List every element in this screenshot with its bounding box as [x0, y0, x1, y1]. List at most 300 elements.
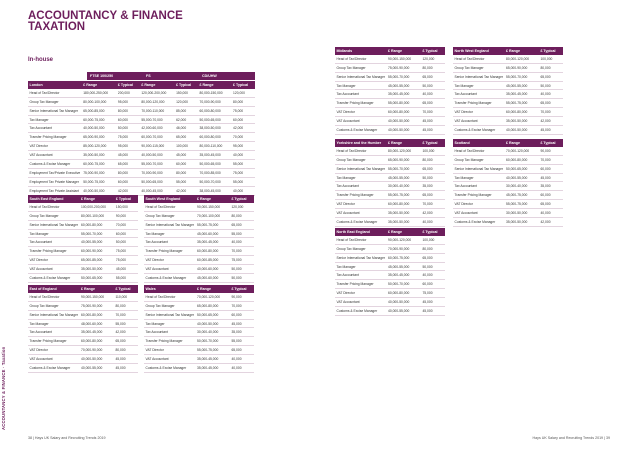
typical-cell: 80,000: [116, 168, 139, 177]
table-row: [453, 155, 563, 164]
table-row: [144, 319, 254, 328]
table-north-west: [453, 47, 563, 135]
typical-cell: £ Typical: [230, 195, 254, 203]
table-row: [335, 191, 445, 200]
range-cell: 48,000-60,000: [80, 319, 114, 328]
typical-cell: 45,000: [421, 298, 445, 307]
table-row: [28, 220, 138, 229]
typical-cell: 42,000: [175, 186, 198, 195]
range-cell: £ Range: [140, 81, 175, 89]
table-row: [453, 164, 563, 173]
role-cell: VAT Accountant: [28, 151, 82, 160]
role-cell: Customs & Excise Manager: [28, 160, 82, 169]
table-row: [28, 133, 255, 142]
typical-cell: 75,000: [421, 289, 445, 298]
typical-cell: 80,000: [116, 106, 139, 115]
role-cell: Customs & Excise Manager: [453, 218, 505, 227]
role-cell: Customs & Excise Manager: [144, 274, 196, 283]
table-row: [453, 200, 563, 209]
role-cell: Head of Tax/Director: [28, 89, 82, 97]
typical-cell: £ Typical: [421, 47, 445, 55]
typical-cell: £ Typical: [114, 195, 138, 203]
typical-cell: 65,000: [116, 160, 139, 169]
role-cell: Customs & Excise Manager: [28, 364, 80, 373]
role-cell: VAT Director: [28, 346, 80, 355]
role-cell: Tax Manager: [28, 229, 80, 238]
typical-cell: 40,000: [230, 364, 254, 373]
typical-cell: 70,000: [232, 133, 255, 142]
typical-cell: 45,000: [421, 307, 445, 316]
role-cell: Customs & Excise Manager: [335, 218, 387, 227]
table-row: [335, 298, 445, 307]
range-cell: 60,000-80,000: [387, 200, 421, 209]
role-cell: Tax Manager: [335, 173, 387, 182]
typical-cell: 55,000: [114, 274, 138, 283]
table-london: [28, 81, 255, 196]
table-row: [28, 274, 138, 283]
table-east: [28, 285, 138, 373]
range-cell: 35,000-50,000: [387, 209, 421, 218]
table-row: [453, 90, 563, 99]
typical-cell: 40,000: [230, 238, 254, 247]
role-cell: Transfer Pricing Manager: [28, 133, 82, 142]
typical-cell: 65,000: [175, 133, 198, 142]
typical-cell: 70,000: [114, 310, 138, 319]
typical-cell: £ Typical: [116, 81, 139, 89]
range-cell: 50,000-65,000: [140, 177, 175, 186]
range-cell: 55,000-70,000: [387, 72, 421, 81]
table-header: [144, 285, 254, 293]
typical-cell: 120,000: [230, 203, 254, 211]
typical-cell: 45,000: [114, 265, 138, 274]
range-cell: 40,000-50,000: [196, 319, 230, 328]
role-cell: Tax Manager: [144, 229, 196, 238]
table-row: [144, 247, 254, 256]
range-cell: 70,000-110,000: [140, 106, 175, 115]
role-cell: Head of Tax/Director: [144, 293, 196, 301]
role-cell: Tax Manager: [144, 319, 196, 328]
role-cell: Group Tax Manager: [453, 63, 505, 72]
range-cell: 60,000-80,000: [198, 133, 232, 142]
typical-cell: 50,000: [114, 238, 138, 247]
role-cell: VAT Director: [28, 142, 82, 151]
range-cell: 60,000-80,000: [198, 106, 232, 115]
range-cell: 60,000-90,000: [80, 247, 115, 256]
range-cell: 38,000-45,000: [198, 186, 232, 195]
role-cell: Tax Accountant: [335, 90, 387, 99]
typical-cell: 60,000: [421, 280, 445, 289]
typical-cell: 110,000: [114, 293, 138, 301]
range-cell: 55,000-70,000: [387, 164, 421, 173]
range-cell: 50,000-65,000: [196, 310, 230, 319]
typical-cell: 45,000: [116, 151, 139, 160]
range-cell: 35,000-50,000: [505, 218, 539, 227]
typical-cell: 45,000: [114, 364, 138, 373]
range-cell: 90,000-150,000: [196, 203, 230, 211]
range-cell: 80,000-120,000: [140, 97, 175, 106]
range-cell: £ Range: [505, 139, 539, 147]
typical-cell: 40,000: [230, 355, 254, 364]
range-cell: 45,000-55,000: [387, 173, 421, 182]
typical-cell: 50,000: [116, 124, 139, 133]
table-south-east: [28, 195, 138, 283]
range-cell: 75,000-90,000: [82, 168, 117, 177]
table-row: [28, 160, 255, 169]
range-cell: £ Range: [82, 81, 117, 89]
range-cell: 42,000-60,000: [140, 124, 175, 133]
role-cell: VAT Director: [144, 256, 196, 265]
role-cell: Transfer Pricing Manager: [144, 337, 196, 346]
role-cell: Tax Accountant: [144, 238, 196, 247]
table-row: [335, 147, 445, 155]
typical-cell: 65,000: [230, 220, 254, 229]
typical-cell: 200,000: [116, 89, 139, 97]
range-cell: 35,000-45,000: [196, 355, 230, 364]
typical-cell: 45,000: [114, 355, 138, 364]
table-row: [144, 355, 254, 364]
typical-cell: 60,000: [175, 160, 198, 169]
title-line-2: TAXATION: [28, 21, 86, 33]
range-cell: 50,000-65,000: [80, 274, 115, 283]
table-scotland: [453, 139, 563, 227]
typical-cell: 70,000: [230, 247, 254, 256]
typical-cell: £ Typical: [421, 139, 445, 147]
table-row: [335, 236, 445, 244]
range-cell: £ Range: [387, 47, 421, 55]
typical-cell: 65,000: [421, 72, 445, 81]
table-header: [28, 195, 138, 203]
footer-left: 38 | Hays UK Salary and Recruiting Trends 2019: [28, 436, 106, 440]
typical-cell: 120,000: [175, 97, 198, 106]
typical-cell: 50,000: [421, 81, 445, 90]
table-row: [453, 117, 563, 126]
role-cell: Head of Tax/Director: [335, 147, 387, 155]
typical-cell: 40,000: [232, 151, 255, 160]
table-row: [144, 337, 254, 346]
typical-cell: 60,000: [114, 229, 138, 238]
role-cell: Senior International Tax Manager: [453, 164, 505, 173]
region-name: North West England: [453, 47, 505, 55]
typical-cell: 80,000: [114, 301, 138, 310]
table-row: [335, 108, 445, 117]
side-label: [3, 0, 11, 452]
region-name: East of England: [28, 285, 80, 293]
range-cell: £ Range: [198, 81, 232, 89]
role-cell: Head of Tax/Director: [144, 203, 196, 211]
range-cell: 40,000-55,000: [387, 307, 421, 316]
range-cell: 40,000-55,000: [80, 364, 114, 373]
range-cell: £ Range: [387, 139, 421, 147]
typical-cell: 45,000: [539, 126, 563, 135]
table-row: [453, 108, 563, 117]
typical-cell: 95,000: [116, 142, 139, 151]
range-cell: 50,000-65,000: [198, 115, 232, 124]
range-cell: 80,000-150,000: [198, 89, 232, 97]
range-cell: 40,000-50,000: [82, 186, 117, 195]
role-cell: Head of Tax/Director: [335, 236, 387, 244]
role-cell: VAT Accountant: [28, 265, 80, 274]
role-cell: Senior International Tax Manager: [335, 253, 387, 262]
region-name: South West England: [144, 195, 196, 203]
typical-cell: 35,000: [421, 182, 445, 191]
range-cell: 65,000-90,000: [505, 63, 539, 72]
range-cell: 50,000-65,000: [198, 160, 232, 169]
table-row: [335, 262, 445, 271]
range-cell: 35,000-45,000: [196, 238, 230, 247]
typical-cell: 85,000: [175, 106, 198, 115]
typical-cell: 42,000: [421, 209, 445, 218]
range-cell: 45,000-60,000: [196, 229, 230, 238]
role-cell: Transfer Pricing Manager: [144, 247, 196, 256]
range-cell: 70,000-90,000: [387, 244, 421, 253]
table-row: [335, 164, 445, 173]
typical-cell: 80,000: [175, 168, 198, 177]
typical-cell: 90,000: [539, 147, 563, 155]
typical-cell: 50,000: [539, 81, 563, 90]
typical-cell: 45,000: [175, 151, 198, 160]
role-cell: VAT Director: [453, 200, 505, 209]
role-cell: Transfer Pricing Manager: [28, 337, 80, 346]
role-cell: Head of Tax/Director: [335, 55, 387, 63]
typical-cell: 45,000: [421, 117, 445, 126]
range-cell: 30,000-40,000: [505, 182, 539, 191]
range-cell: 30,000-40,000: [387, 182, 421, 191]
range-cell: 60,000-75,000: [82, 115, 117, 124]
range-cell: 80,000-120,000: [387, 147, 421, 155]
role-cell: Tax Manager: [335, 81, 387, 90]
typical-cell: 45,000: [421, 126, 445, 135]
range-cell: 55,000-75,000: [505, 200, 539, 209]
range-cell: 90,000-150,000: [80, 293, 114, 301]
table-row: [144, 364, 254, 373]
band-cd: CD/UHW: [199, 72, 255, 80]
table-row: [335, 126, 445, 135]
role-cell: Tax Manager: [335, 262, 387, 271]
typical-cell: £ Typical: [421, 228, 445, 236]
table-row: [335, 307, 445, 316]
typical-cell: 40,000: [421, 218, 445, 227]
role-cell: Group Tax Manager: [28, 97, 82, 106]
table-row: [335, 289, 445, 298]
table-row: [28, 364, 138, 373]
role-cell: Tax Manager: [28, 319, 80, 328]
typical-cell: 75,000: [114, 247, 138, 256]
role-cell: Tax Manager: [453, 81, 505, 90]
range-cell: 65,000-85,000: [80, 256, 115, 265]
table-row: [144, 293, 254, 301]
typical-cell: 75,000: [114, 256, 138, 265]
range-cell: 75,000-90,000: [80, 301, 114, 310]
range-cell: 35,000-45,000: [80, 328, 114, 337]
typical-cell: 55,000: [230, 229, 254, 238]
typical-cell: 40,000: [421, 271, 445, 280]
typical-cell: 80,000: [421, 63, 445, 72]
table-row: [453, 126, 563, 135]
table-row: [28, 211, 138, 220]
range-cell: 70,000-100,000: [196, 211, 230, 220]
role-cell: VAT Director: [335, 289, 387, 298]
table-midlands: [335, 47, 445, 135]
range-cell: 60,000-80,000: [505, 155, 539, 164]
role-cell: Employment Tax Private Assistant: [28, 186, 82, 195]
role-cell: Tax Accountant: [335, 182, 387, 191]
range-cell: 50,000-70,000: [387, 280, 421, 289]
range-cell: 60,000-80,000: [80, 337, 114, 346]
table-header: [335, 228, 445, 236]
typical-cell: 50,000: [230, 265, 254, 274]
typical-cell: 65,000: [539, 72, 563, 81]
typical-cell: 70,000: [230, 301, 254, 310]
role-cell: Tax Accountant: [453, 182, 505, 191]
table-row: [335, 280, 445, 289]
table-row: [28, 346, 138, 355]
role-cell: Tax Accountant: [28, 328, 80, 337]
typical-cell: 65,000: [421, 99, 445, 108]
role-cell: Transfer Pricing Manager: [453, 191, 505, 200]
table-north-east: [335, 228, 445, 316]
table-row: [28, 203, 138, 211]
region-name: North East England: [335, 228, 387, 236]
range-cell: 90,000-150,000: [387, 55, 421, 63]
range-cell: 45,000-55,000: [387, 81, 421, 90]
table-row: [28, 319, 138, 328]
table-header: [335, 139, 445, 147]
role-cell: Tax Accountant: [28, 238, 80, 247]
range-cell: 90,000-115,000: [140, 142, 175, 151]
role-cell: Senior International Tax Manager: [144, 220, 196, 229]
typical-cell: 42,000: [114, 328, 138, 337]
table-row: [144, 238, 254, 247]
table-row: [144, 310, 254, 319]
table-row: [453, 99, 563, 108]
typical-cell: 46,000: [175, 124, 198, 133]
role-cell: Group Tax Manager: [144, 211, 196, 220]
range-cell: 55,000-70,000: [80, 229, 115, 238]
range-cell: 65,000-85,000: [82, 106, 117, 115]
table-row: [453, 173, 563, 182]
range-cell: 60,000-80,000: [505, 108, 539, 117]
range-cell: 40,000-60,000: [196, 265, 230, 274]
range-cell: 55,000-70,000: [140, 160, 175, 169]
range-cell: 35,000-50,000: [82, 151, 117, 160]
table-row: [335, 117, 445, 126]
band-ftse: FTSE 100/250: [87, 72, 143, 80]
typical-cell: 55,000: [232, 160, 255, 169]
typical-cell: 65,000: [539, 99, 563, 108]
typical-cell: 100,000: [421, 147, 445, 155]
range-cell: 35,000-45,000: [196, 364, 230, 373]
section-heading: In-house: [28, 57, 53, 63]
role-cell: Transfer Pricing Manager: [453, 99, 505, 108]
table-row: [28, 337, 138, 346]
table-row: [453, 72, 563, 81]
range-cell: 55,000-80,000: [387, 99, 421, 108]
table-row: [335, 81, 445, 90]
role-cell: Head of Tax/Director: [28, 293, 80, 301]
typical-cell: 75,000: [116, 133, 139, 142]
table-row: [335, 72, 445, 81]
table-row: [335, 200, 445, 209]
range-cell: 60,000-80,000: [387, 289, 421, 298]
range-cell: £ Range: [387, 228, 421, 236]
typical-cell: £ Typical: [230, 285, 254, 293]
title-line-1: ACCOUNTANCY & FINANCE: [28, 10, 183, 22]
role-cell: Tax Manager: [28, 115, 82, 124]
typical-cell: 100,000: [175, 142, 198, 151]
typical-cell: 65,000: [421, 164, 445, 173]
page-title: [28, 11, 183, 33]
range-cell: 35,000-50,000: [80, 265, 115, 274]
range-cell: 90,000-120,000: [387, 236, 421, 244]
range-cell: 60,000-70,000: [140, 133, 175, 142]
range-cell: 45,000-75,000: [505, 191, 539, 200]
typical-cell: 70,000: [421, 200, 445, 209]
side-label-text: ACCOUNTANCY & FINANCE · Taxation: [1, 346, 6, 430]
range-cell: 85,000-120,000: [82, 142, 117, 151]
range-cell: 40,000-50,000: [140, 151, 175, 160]
role-cell: Senior International Tax Manager: [28, 310, 80, 319]
range-cell: 45,000-55,000: [505, 81, 539, 90]
typical-cell: 60,000: [539, 164, 563, 173]
range-cell: 65,000-80,000: [196, 301, 230, 310]
table-row: [335, 90, 445, 99]
role-cell: Senior International Tax Manager: [335, 164, 387, 173]
table-row: [28, 124, 255, 133]
range-cell: 50,000-70,000: [198, 177, 232, 186]
role-cell: Senior International Tax Manager: [28, 106, 82, 115]
table-yorkshire: [335, 139, 445, 227]
role-cell: VAT Accountant: [144, 355, 196, 364]
range-cell: 70,000-90,000: [140, 168, 175, 177]
range-cell: 45,000-55,000: [387, 262, 421, 271]
range-cell: £ Range: [196, 285, 230, 293]
region-name: Wales: [144, 285, 196, 293]
table-row: [28, 177, 255, 186]
table-row: [144, 211, 254, 220]
table-row: [453, 182, 563, 191]
role-cell: VAT Accountant: [28, 355, 80, 364]
range-cell: 80,000-120,000: [505, 55, 539, 63]
typical-cell: 95,000: [232, 142, 255, 151]
range-cell: 75,000-90,000: [387, 63, 421, 72]
table-row: [453, 218, 563, 227]
range-cell: 30,000-50,000: [505, 209, 539, 218]
role-cell: Group Tax Manager: [335, 63, 387, 72]
role-cell: VAT Director: [335, 200, 387, 209]
table-row: [144, 229, 254, 238]
range-cell: 70,000-120,000: [196, 293, 230, 301]
typical-cell: 65,000: [114, 337, 138, 346]
typical-cell: 100,000: [421, 236, 445, 244]
sector-band: [28, 72, 255, 80]
table-row: [28, 89, 255, 97]
table-row: [335, 173, 445, 182]
table-row: [453, 81, 563, 90]
table-row: [144, 301, 254, 310]
role-cell: Tax Accountant: [144, 328, 196, 337]
range-cell: 65,000-90,000: [82, 133, 117, 142]
region-name: Yorkshire and the Humber: [335, 139, 387, 147]
role-cell: Group Tax Manager: [28, 301, 80, 310]
typical-cell: 80,000: [230, 211, 254, 220]
typical-cell: 45,000: [539, 173, 563, 182]
role-cell: Transfer Pricing Manager: [335, 99, 387, 108]
range-cell: 38,000-50,000: [198, 124, 232, 133]
typical-cell: 60,000: [230, 310, 254, 319]
role-cell: VAT Accountant: [144, 265, 196, 274]
table-row: [144, 346, 254, 355]
range-cell: 50,000-65,000: [505, 164, 539, 173]
